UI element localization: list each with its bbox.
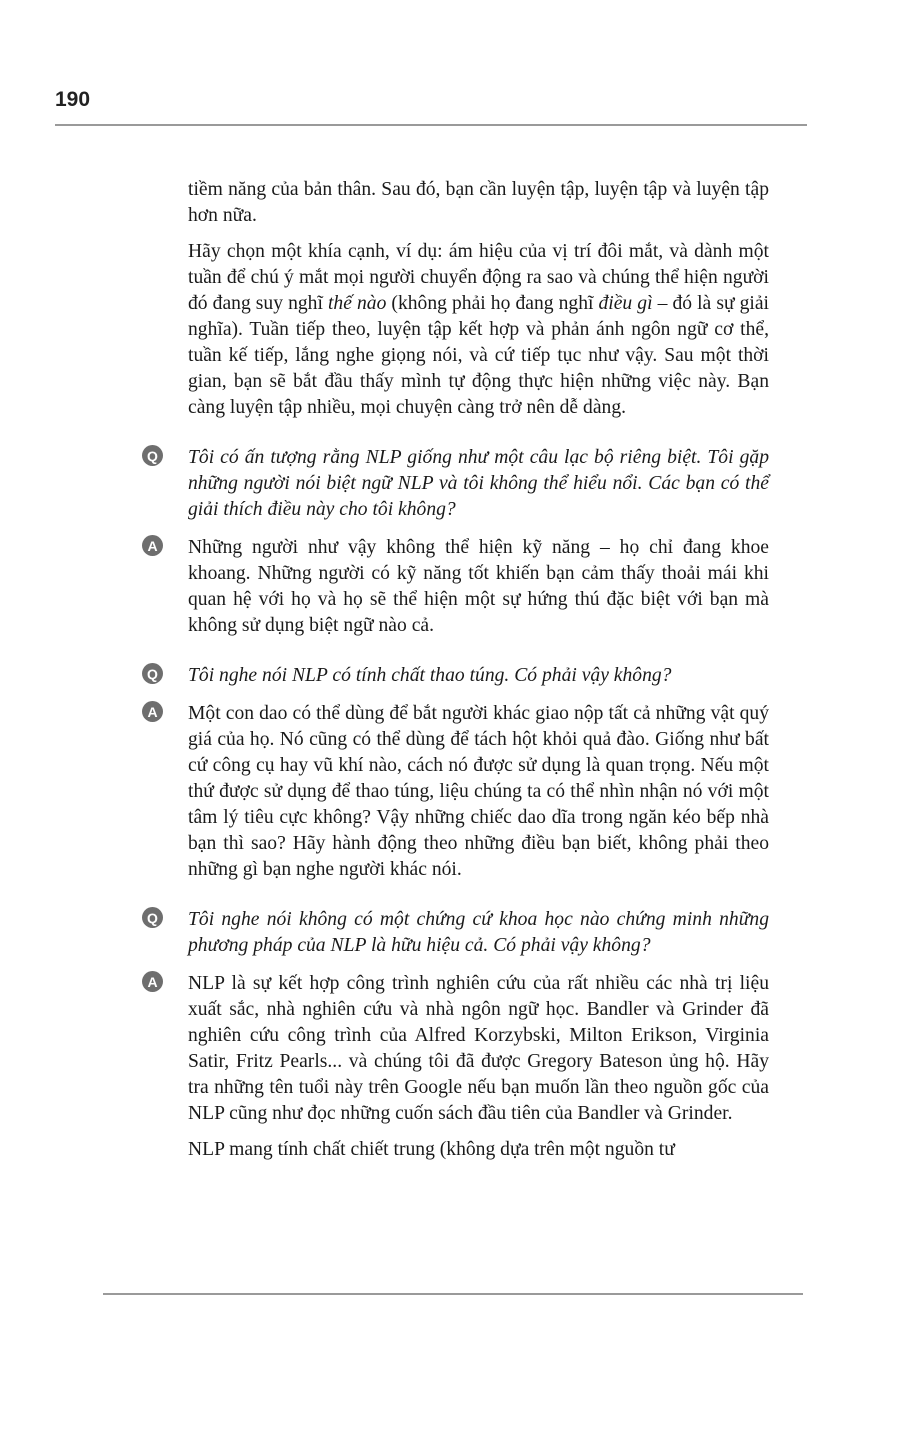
answer-block <box>147 971 769 1163</box>
question-block <box>147 445 769 523</box>
text-segment: – đó là sự giải nghĩa). Tuần tiếp theo, luyện tập kết hợp và phản ánh ngôn ngữ cơ thể, tuần kế tiếp, lắng nghe giọng nói, và cứ tiếp tục như vậy. Sau một thời gian, bạn sẽ bắt đầu thấy mình tự động thực hiện những việc này. Bạn càng luyện tập nhiều, mọi chuyện càng trở nên dễ dàng. <box>188 293 770 418</box>
question-text: Tôi nghe nói không có một chứng cứ khoa học nào chứng minh những phương pháp của NLP là hữu hiệu cả. Có phải vậy không? <box>188 909 769 956</box>
text-segment: (không phải họ đang nghĩ <box>386 293 599 314</box>
answer-text: Những người như vậy không thể hiện kỹ năng – họ chỉ đang khoe khoang. Những người có kỹ năng tốt khiến bạn cảm thấy thoải mái khi quan hệ với họ và họ sẽ thể hiện một sự hứng thú đặc biệt với bạn mà không sử dụng biệt ngữ nào cả. <box>188 537 769 636</box>
page-body <box>147 177 770 1163</box>
text-segment: Hãy chọn một khía cạnh, ví dụ: ám hiệu của vị trí đôi mắt, và dành một tuần để chú ý mắt mọi người chuyển động ra sao và chúng thể hiện người đó đang suy nghĩ <box>188 241 769 314</box>
question-marker-icon: Q <box>142 663 163 684</box>
emphasis-text: thế nào <box>327 293 387 314</box>
footer-divider <box>103 1293 803 1295</box>
text-segment: tiềm năng của bản thân. Sau đó, bạn cần luyện tập, luyện tập và luyện tập hơn nữa. <box>188 179 769 226</box>
answer-marker-icon: A <box>142 971 163 992</box>
question-text: Tôi nghe nói NLP có tính chất thao túng. Có phải vậy không? <box>188 665 672 686</box>
question-marker-icon: Q <box>142 445 163 466</box>
answer-text: Một con dao có thể dùng để bắt người khác giao nộp tất cả những vật quý giá của họ. Nó cũng có thể dùng để tách hột khỏi quả đào. Giống như bất cứ công cụ hay vũ khí nào, cách nó được sử dụng là quan trọng. Nếu một thứ được sử dụng để thao túng, liệu chúng ta có thể nhìn nhận nó với một tâm lý tiêu cực không? Vậy những chiếc dao dĩa trong ngăn kéo bếp nhà bạn thì sao? Hãy hành động theo những điều bạn biết, không phải theo những gì bạn nghe người khác nói. <box>188 703 769 880</box>
body-paragraph <box>188 177 769 229</box>
intro-section <box>188 177 769 421</box>
question-text: Tôi có ấn tượng rằng NLP giống như một câu lạc bộ riêng biệt. Tôi gặp những người nói biệt ngữ NLP và tôi không thể hiểu nổi. Các bạn có thể giải thích điều này cho tôi không? <box>188 447 769 520</box>
body-paragraph <box>188 239 769 421</box>
page-number: 190 <box>55 88 91 111</box>
answer-text: NLP là sự kết hợp công trình nghiên cứu của rất nhiều các nhà trị liệu xuất sắc, nhà nghiên cứu và nhà ngôn ngữ học. Bandler và Grinder đã nghiên cứu công trình của Alfred Korzybski, Milton Erikson, Virginia Satir, Fritz Pearls... và chúng tôi đã được Gregory Bateson ủng hộ. Hãy tra những tên tuổi này trên Google nếu bạn muốn lần theo nguồn gốc của NLP cũng như đọc những cuốn sách đầu tiên của Bandler và Grinder. <box>188 973 769 1124</box>
answer-block <box>147 701 769 883</box>
answer-text: NLP mang tính chất chiết trung (không dựa trên một nguồn tư <box>188 1139 675 1160</box>
header-divider <box>55 124 807 126</box>
answer-marker-icon: A <box>142 535 163 556</box>
question-block <box>147 663 769 689</box>
question-block <box>147 907 769 959</box>
qa-section <box>147 445 769 1163</box>
emphasis-text: điều gì <box>598 293 653 314</box>
question-marker-icon: Q <box>142 907 163 928</box>
answer-marker-icon: A <box>142 701 163 722</box>
answer-block <box>147 535 769 639</box>
